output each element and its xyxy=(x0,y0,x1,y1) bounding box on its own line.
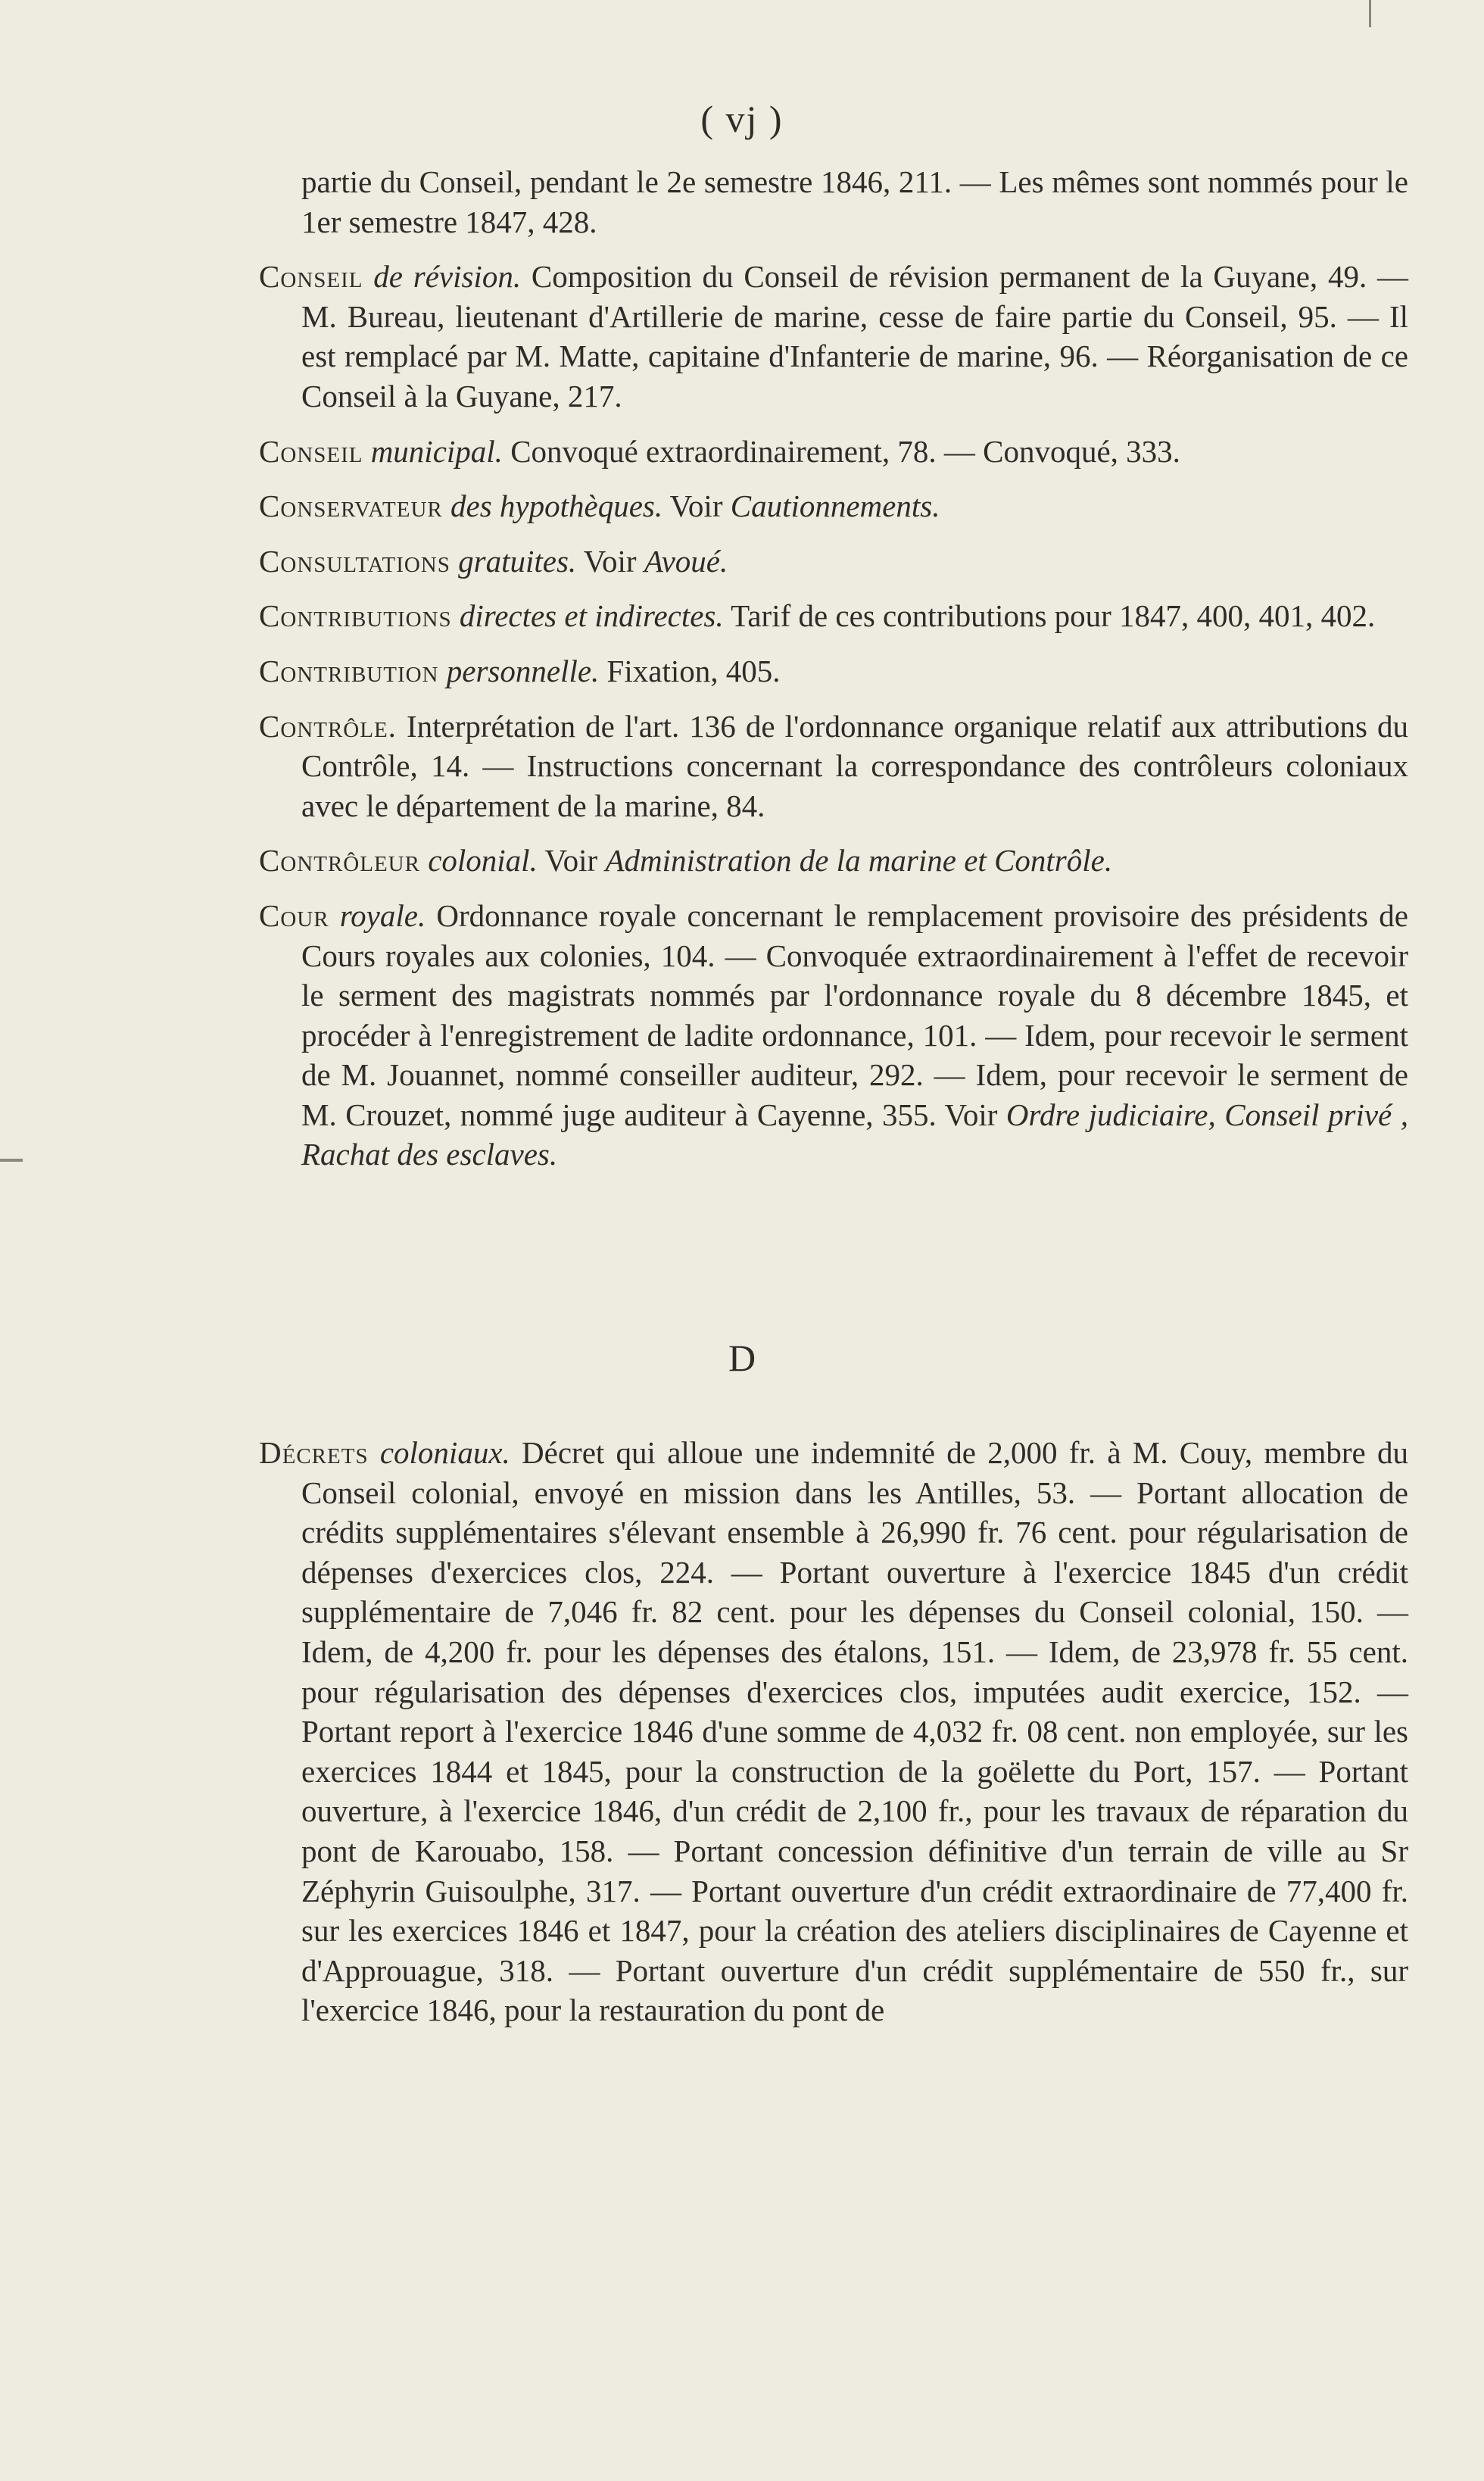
entry-subheading: gratuites. xyxy=(458,543,577,579)
index-entry xyxy=(259,541,1408,582)
entry-headword: Conservateur xyxy=(259,488,443,524)
entry-text: Voir xyxy=(669,488,723,524)
entry-text: Interprétation de l'art. 136 de l'ordonnance organique relatif aux attributions du Contrôle, 14. — Instructions concernant la correspondance des contrôleurs coloniaux avec le département de la marine, 84. xyxy=(301,708,1409,823)
index-entry xyxy=(259,432,1408,472)
index-entry xyxy=(259,257,1408,416)
entry-text: Tarif de ces contributions pour 1847, 400, 401, 402. xyxy=(731,598,1376,634)
margin-mark xyxy=(0,1159,23,1162)
index-entry xyxy=(259,651,1408,691)
entry-headword: Contribution xyxy=(259,653,439,688)
entry-text: partie du Conseil, pendant le 2e semestre 1846, 211. — Les mêmes sont nommés pour le 1er semestre 1847, 428. xyxy=(301,164,1408,239)
entry-subheading: royale. xyxy=(339,897,426,933)
entry-text: Composition du Conseil de révision permanent de la Guyane, 49. — M. Bureau, lieutenant d'Artillerie de marine, cesse de faire partie du Conseil, 95. — Il est remplacé par M. Matte, capitaine d'Infanterie de marine, 96. — Réorganisation de ce Conseil à la Guyane, 217. xyxy=(301,259,1409,414)
index-entries-c xyxy=(259,162,1408,1190)
entry-text: Ordonnance royale concernant le remplacement provisoire des présidents de Cours royales aux colonies, 104. — Convoquée extraordinairement à l'effet de recevoir le serment des magistrats nommés par l'ordonnance royale du 8 décembre 1845, et procéder à l'enregistrement de ladite ordonnance, 101. — Idem, pour recevoir le serment de M. Jouannet, nommé conseiller auditeur, 292. — Idem, pour recevoir le serment de M. Crouzet, nommé juge auditeur à Cayenne, 355. Voir xyxy=(301,897,1409,1132)
entry-subheading: des hypothèques. xyxy=(450,488,663,524)
index-entry xyxy=(259,841,1408,881)
entry-text: Voir xyxy=(583,543,637,579)
entry-subheading: coloniaux. xyxy=(379,1435,510,1470)
entry-headword: Conseil xyxy=(259,259,363,295)
index-entry xyxy=(259,707,1408,826)
index-entry xyxy=(259,896,1408,1175)
entry-cross-reference: Administration de la marine et Contrôle. xyxy=(605,843,1113,878)
entry-text: Voir xyxy=(544,843,598,878)
section-letter-heading: D xyxy=(728,1337,756,1379)
entry-headword: Contrôle. xyxy=(259,708,397,744)
entry-subheading: directes et indirectes. xyxy=(459,598,724,634)
index-entry xyxy=(259,162,1408,242)
entry-subheading: municipal. xyxy=(370,433,503,469)
entry-text: Convoqué extraordinairement, 78. — Convoqué, 333. xyxy=(510,433,1180,469)
entry-headword: Consultations xyxy=(259,543,450,579)
entry-text: Décret qui alloue une indemnité de 2,000 fr. à M. Couy, membre du Conseil colonial, envoyé en mission dans les Antilles, 53. — Portant allocation de crédits supplémentaires s'élevant ensemble à 26,990 fr. 76 cent. pour régularisation de dépenses d'exercices clos, 224. — Portant ouverture à l'exercice 1845 d'un crédit supplémentaire de 7,046 fr. 82 cent. pour les dépenses du Conseil colonial, 150. — Idem, de 4,200 fr. pour les dépenses des étalons, 151. — Idem, de 23,978 fr. 55 cent. pour régularisation des dépenses d'exercices clos, imputées audit exercice, 152. — Portant report à l'exercice 1846 d'une somme de 4,032 fr. 08 cent. non employée, sur les exercices 1844 et 1845, pour la construction de la goëlette du Port, 157. — Portant ouverture, à l'exercice 1846, d'un crédit de 2,100 fr., pour les travaux de réparation du pont de Karouabo, 158. — Portant concession définitive d'un terrain de ville au Sr Zéphyrin Guisoulphe, 317. — Portant ouverture d'un crédit extraordinaire de 77,400 fr. sur les exercices 1846 et 1847, pour la création des ateliers disciplinaires de Cayenne et d'Approuague, 318. — Portant ouverture d'un crédit supplémentaire de 550 fr., sur l'exercice 1846, pour la restauration du pont de xyxy=(301,1435,1409,2028)
entry-subheading: personnelle. xyxy=(446,653,600,688)
index-entry xyxy=(259,1433,1408,2030)
entry-headword: Conseil xyxy=(259,433,363,469)
margin-mark xyxy=(1369,0,1371,27)
entry-headword: Contributions xyxy=(259,598,452,634)
entry-subheading: colonial. xyxy=(428,843,538,878)
index-entries-d xyxy=(259,1433,1408,2046)
entry-text: Fixation, 405. xyxy=(606,653,781,688)
entry-cross-reference: Ordre judiciaire, Conseil privé , Rachat des esclaves. xyxy=(301,1097,1408,1172)
page-folio: ( vj ) xyxy=(700,98,784,140)
index-entry xyxy=(259,486,1408,526)
entry-cross-reference: Cautionnements. xyxy=(730,488,940,524)
entry-headword: Décrets xyxy=(259,1435,369,1470)
entry-cross-reference: Avoué. xyxy=(644,543,728,579)
entry-subheading: de révision. xyxy=(373,259,522,295)
index-entry xyxy=(259,596,1408,636)
entry-headword: Cour xyxy=(259,897,329,933)
entry-headword: Contrôleur xyxy=(259,843,420,878)
